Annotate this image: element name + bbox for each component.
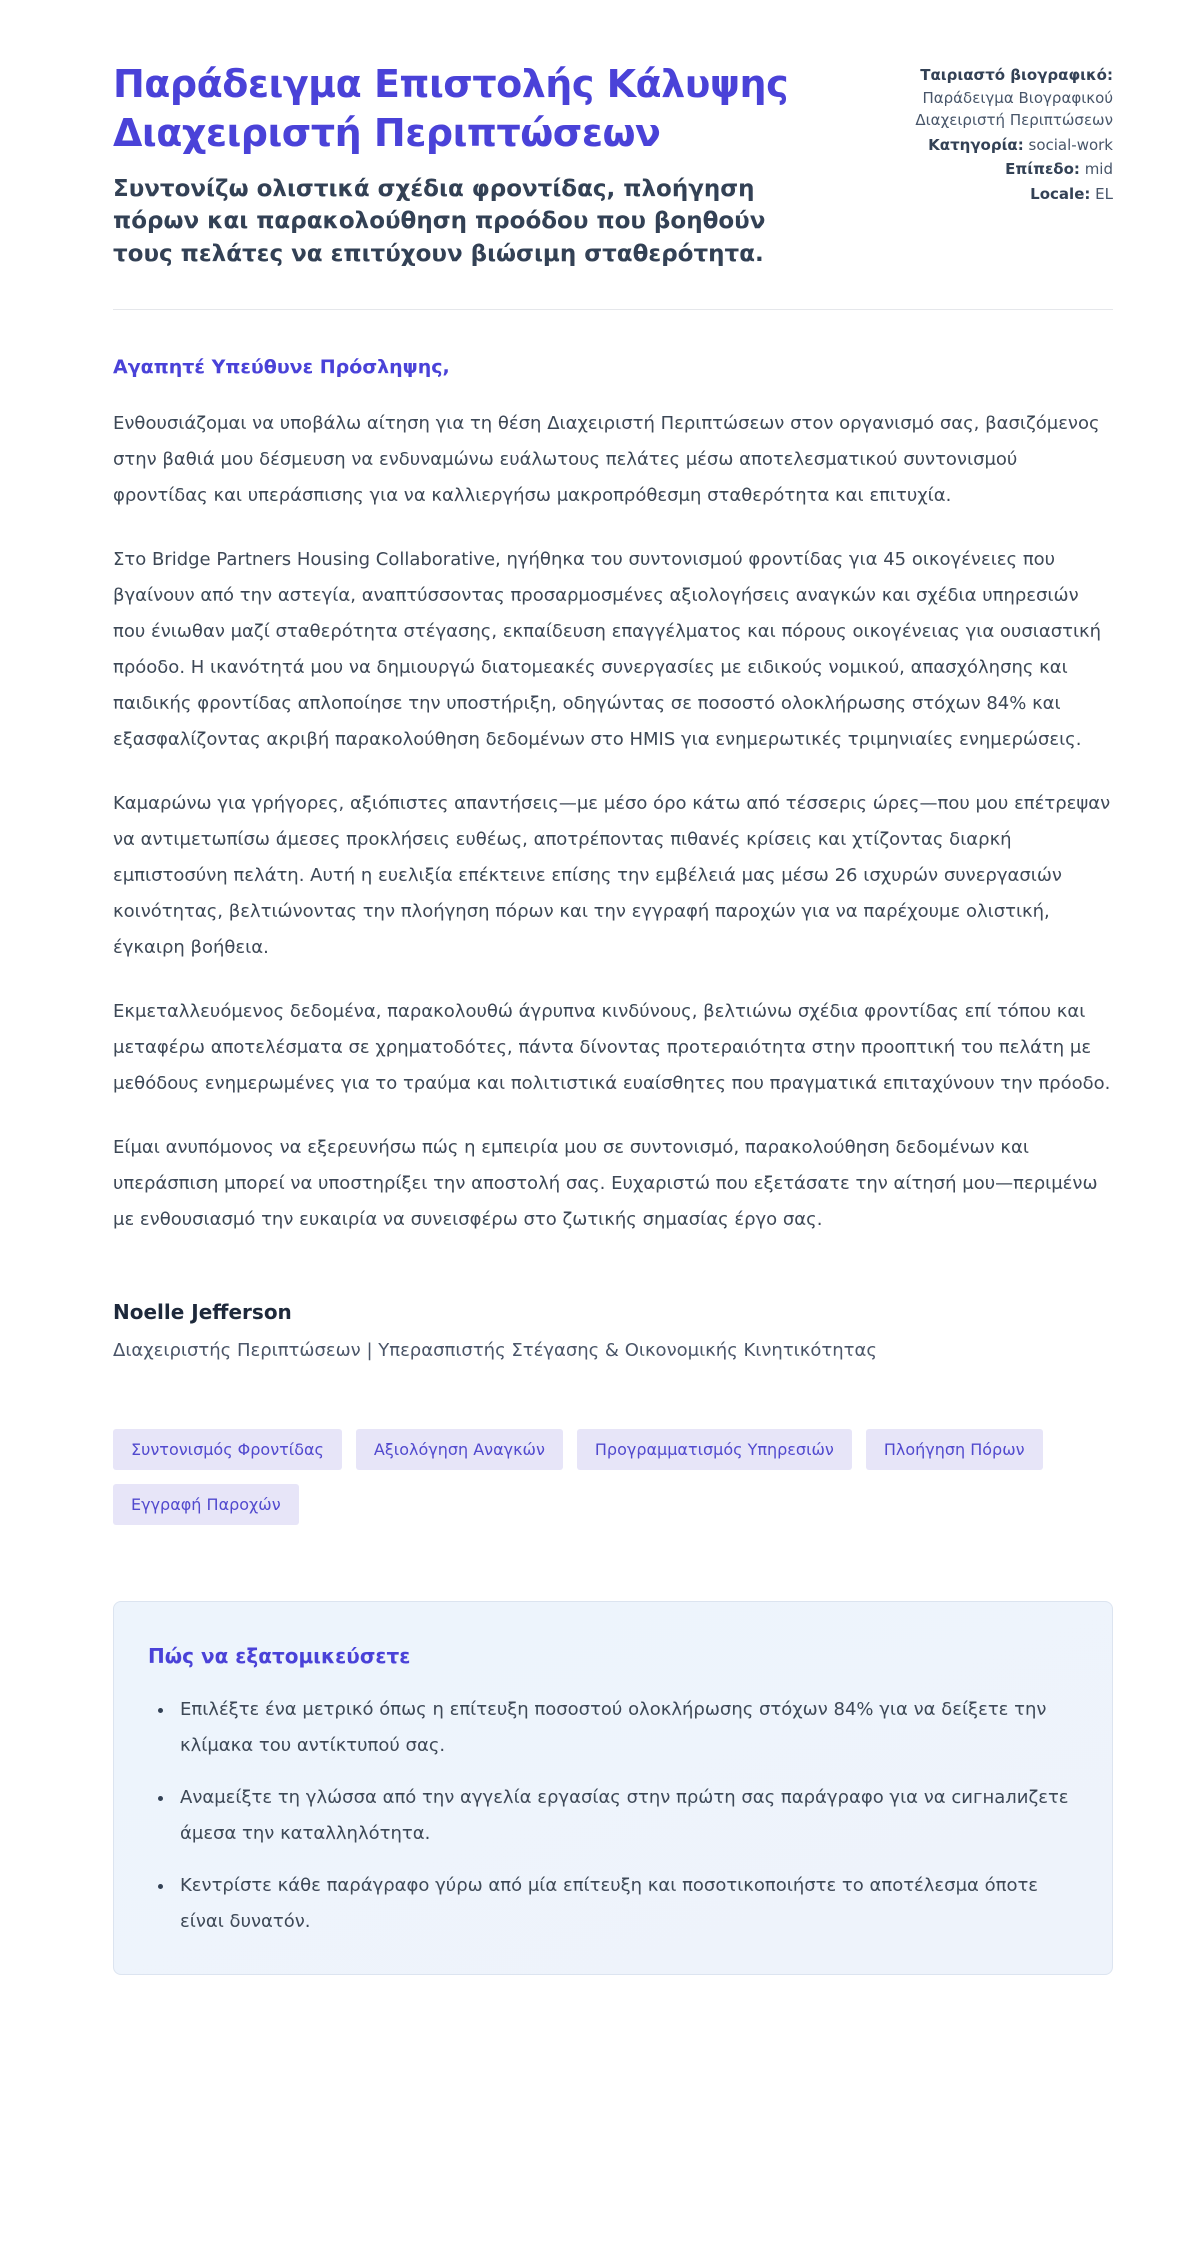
meta-value: Παράδειγμα Βιογραφικού Διαχειριστή Περιπτώσεων <box>915 88 1113 129</box>
meta-value: mid <box>1084 160 1113 178</box>
tips-title: Πώς να εξατομικεύσετε <box>148 1643 411 1668</box>
letter-paragraph: Ενθουσιάζομαι να υποβάλω αίτηση για τη θέση Διαχειριστή Περιπτώσεων στον οργανισμό σας, βασιζόμενος στην βαθιά μου δέσμευση να ενδυναμώνω ευάλωτους πελάτες μέσω αποτελεσματικού συντονισμού φροντίδας και υπεράσπισης για να καλλιεργήσω μακροπρόθεσμη σταθερότητα και επιτυχία. <box>113 412 1100 506</box>
header-meta <box>877 60 1113 207</box>
letter-body <box>113 356 1113 1361</box>
letter-paragraph: Καμαρώνω για γρήγορες, αξιόπιστες απαντήσεις—με μέσο όρο κάτω από τέσσερις ώρες—που μου επέτρεψαν να αντιμετωπίσω άμεσες προκλήσεις ευθέως, αποτρέποντας πιθανές κρίσεις και χτίζοντας διαρκή εμπιστοσύνη πελάτη. Αυτή η ευελιξία επέκτεινε επίσης την εμβέλειά μας μέσω 26 ισχυρών συνεργασιών κοινότητας, βελτιώνοντας την πλοήγηση πόρων και την εγγραφή παροχών για να παρέχουμε ολιστική, έγκαιρη βοήθεια. <box>113 792 1111 958</box>
meta-level <box>877 158 1113 181</box>
letter-paragraph: Στο Bridge Partners Housing Collaborative, ηγήθηκα του συντονισμού φροντίδας για 45 οικογένειες που βγαίνουν από την αστεγία, αναπτύσσοντας προσαρμοσμένες αξιολογήσεις αναγκών και σχέδια υπηρεσιών που ένιωθαν μαζί σταθερότητα στέγασης, εκπαίδευση επαγγέλματος και πόρους οικογένειας για ουσιαστική πρόοδο. Η ικανότητά μου να δημιουργώ διατομεακές συνεργασίες με ειδικούς νομικού, απασχόλησης και παιδικής φροντίδας απλοποίησε την υποστήριξη, οδηγώντας σε ποσοστό ολοκλήρωσης στόχων 84% και εξασφαλίζοντας ακριβή παρακολούθηση δεδομένων στο HMIS για ενημερωτικές τριμηνιαίες ενημερώσεις. <box>113 548 1102 750</box>
tip-item: • Κεντρίστε κάθε παράγραφο γύρω από μία επίτευξη και ποσοτικοποιήστε το αποτέλεσμα όποτε είναι δυνατόν. <box>174 1868 1072 1940</box>
header-title-block <box>113 60 843 271</box>
tag-chip: Εγγραφή Παροχών <box>113 1484 299 1525</box>
tip-item: • Επιλέξτε ένα μετρικό όπως η επίτευξη ποσοστού ολοκλήρωσης στόχων 84% για να δείξετε την κλίμακα του αντίκτυπού σας. <box>174 1692 1072 1764</box>
meta-matching-resume <box>877 64 1113 132</box>
letter-greeting: Αγαπητέ Υπεύθυνε Πρόσληψης, <box>113 355 450 378</box>
skill-tags <box>113 1429 1093 1525</box>
meta-value: EL <box>1095 184 1113 203</box>
meta-category <box>877 134 1113 157</box>
signature-name: Noelle Jefferson <box>113 1299 292 1324</box>
letter-paragraph: Εκμεταλλευόμενος δεδομένα, παρακολουθώ άγρυπνα κινδύνους, βελτιώνω σχέδια φροντίδας επί τόπου και μεταφέρω αποτελέσματα σε χρηματοδότες, πάντα δίνοντας προτεραιότητα στην προοπτική του πελάτη με μεθόδους ενημερωμένες για το τραύμα και πολιτιστικά ευαίσθητες που πραγματικά επιταχύνουν την πρόοδο. <box>113 1000 1111 1094</box>
page-header <box>113 60 1113 271</box>
page-subtitle: Συντονίζω ολιστικά σχέδια φροντίδας, πλοήγηση πόρων και παρακολούθηση προόδου που βοηθούν τους πελάτες να επιτύχουν βιώσιμη σταθερότητα. <box>113 175 766 268</box>
page-title: Παράδειγμα Επιστολής Κάλυψης Διαχειριστή Περιπτώσεων <box>113 62 789 156</box>
tip-item: • Αναμείξτε τη γλώσσα από την αγγελία εργασίας στην πρώτη σας παράγραφο για να сигналиζετε άμεσα την καταλληλότητα. <box>174 1780 1072 1852</box>
letter-paragraph: Είμαι ανυπόμονος να εξερευνήσω πώς η εμπειρία μου σε συντονισμό, παρακολούθηση δεδομένων και υπεράσπιση μπορεί να υποστηρίξει την αποστολή σας. Ευχαριστώ που εξετάσατε την αίτησή μου—περιμένω με ενθουσιασμό την ευκαιρία να συνεισφέρω στο ζωτικής σημασίας έργο σας. <box>113 1136 1098 1230</box>
meta-label: Ταιριαστό βιογραφικό: <box>920 66 1113 84</box>
signature-role: Διαχειριστής Περιπτώσεων | Υπερασπιστής Στέγασης & Οικονομικής Κινητικότητας <box>113 1339 877 1361</box>
meta-label: Κατηγορία: <box>928 135 1024 154</box>
cover-letter-page <box>113 0 1113 1975</box>
tips-list <box>148 1692 1072 1940</box>
tag-chip: Συντονισμός Φροντίδας <box>113 1429 342 1470</box>
tag-chip: Πλοήγηση Πόρων <box>866 1429 1043 1470</box>
tag-chip: Αξιολόγηση Αναγκών <box>356 1429 563 1470</box>
meta-locale <box>877 183 1113 206</box>
meta-value: social-work <box>1028 135 1113 154</box>
personalization-tips-callout <box>113 1601 1113 1975</box>
header-divider <box>113 309 1113 310</box>
tag-chip: Προγραμματισμός Υπηρεσιών <box>577 1429 852 1470</box>
meta-label: Locale: <box>1030 184 1091 203</box>
meta-label: Επίπεδο: <box>1005 160 1080 178</box>
